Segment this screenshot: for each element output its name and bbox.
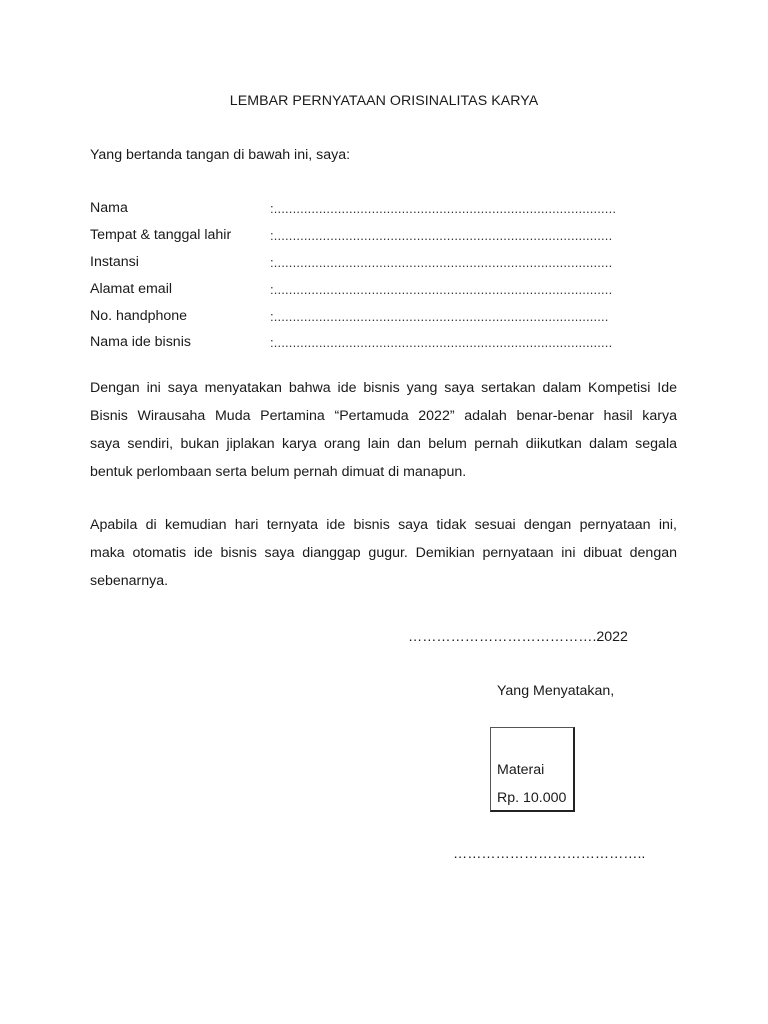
field-label-nama-ide-bisnis: Nama ide bisnis — [90, 334, 191, 350]
field-value-instansi: :.......................................................................................... — [270, 255, 613, 270]
intro-text: Yang bertanda tangan di bawah ini, saya: — [90, 147, 351, 163]
signature-line: ………………………………….. — [453, 846, 646, 862]
paragraph-line: saya sendiri, bukan jiplakan karya orang lain dan belum pernah diikutkan dalam segala — [90, 436, 677, 452]
paragraph-line: Bisnis Wirausaha Muda Pertamina “Pertamuda 2022” adalah benar-benar hasil karya — [90, 408, 677, 424]
field-label-nama: Nama — [90, 200, 128, 216]
field-label-instansi: Instansi — [90, 254, 139, 270]
field-value-nama-ide-bisnis: :.......................................................................................... — [270, 335, 613, 350]
paragraph-line: maka otomatis ide bisnis saya dianggap gugur. Demikian pernyataan ini dibuat dengan — [90, 545, 677, 561]
field-value-nama: :........................................................................................... — [270, 201, 617, 216]
paragraph-line: Apabila di kemudian hari ternyata ide bisnis saya tidak sesuai dengan pernyataan ini, — [90, 517, 677, 533]
paragraph-line: sebenarnya. — [90, 573, 169, 589]
signer-label: Yang Menyatakan, — [497, 683, 615, 699]
consequence-paragraph — [90, 517, 677, 601]
paragraph-line: Dengan ini saya menyatakan bahwa ide bisnis yang saya sertakan dalam Kompetisi Ide — [90, 380, 677, 396]
field-label-no-handphone: No. handphone — [90, 308, 188, 324]
stamp-amount: Rp. 10.000 — [497, 790, 567, 806]
stamp-label: Materai — [497, 762, 545, 778]
date-line: ………………………………….2022 — [408, 629, 628, 645]
field-label-tempat-tanggal-lahir: Tempat & tanggal lahir — [90, 227, 232, 243]
paragraph-line: bentuk perlombaan serta belum pernah dimuat di manapun. — [90, 464, 467, 480]
statement-paragraph — [90, 380, 677, 492]
field-value-tempat-tanggal-lahir: :.......................................................................................... — [270, 228, 613, 243]
field-value-no-handphone: :......................................................................................... — [270, 309, 609, 324]
document-title: LEMBAR PERNYATAAN ORISINALITAS KARYA — [229, 93, 539, 109]
field-value-alamat-email: :.......................................................................................... — [270, 282, 613, 297]
field-label-alamat-email: Alamat email — [90, 281, 173, 297]
